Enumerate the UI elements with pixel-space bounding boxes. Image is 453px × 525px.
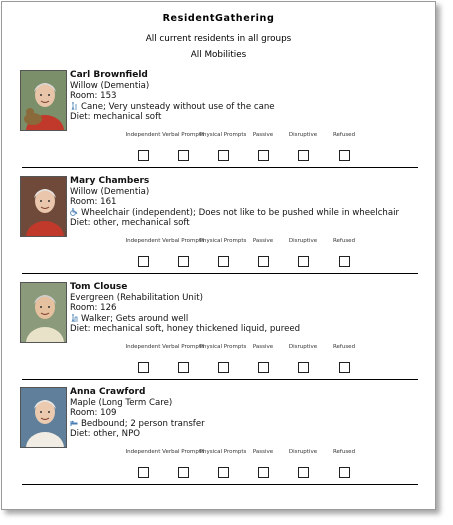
resident-room: Room: 109 xyxy=(70,408,117,419)
response-checkbox[interactable] xyxy=(339,362,350,373)
column-label: Passive xyxy=(252,132,274,138)
resident-mobility xyxy=(70,419,430,430)
response-checkbox[interactable] xyxy=(138,362,149,373)
response-checkbox[interactable] xyxy=(218,256,229,267)
report-subtitle: All current residents in all groups xyxy=(145,34,292,44)
cane-icon xyxy=(70,102,81,112)
column-label: Verbal Prompts xyxy=(162,344,204,350)
response-checkbox[interactable] xyxy=(138,150,149,161)
column-label: Verbal Prompts xyxy=(162,132,204,138)
resident-diet: Diet: mechanical soft, honey thickened liquid, pureed xyxy=(70,324,301,335)
resident-group: Willow (Dementia) xyxy=(70,186,150,197)
response-checkbox[interactable] xyxy=(298,467,309,478)
response-checkbox[interactable] xyxy=(258,150,269,161)
column-label: Physical Prompts xyxy=(199,132,247,138)
resident-group: Evergreen (Rehabilitation Unit) xyxy=(70,292,203,303)
resident-name: Tom Clouse xyxy=(70,282,128,292)
column-label: Physical Prompts xyxy=(199,238,247,244)
response-checkbox[interactable] xyxy=(258,467,269,478)
column-label: Disruptive xyxy=(288,449,318,455)
resident-card xyxy=(2,70,435,176)
column-label: Disruptive xyxy=(288,344,318,350)
section-divider xyxy=(22,484,418,485)
walker-icon xyxy=(70,314,81,324)
resident-card xyxy=(2,387,435,493)
resident-room: Room: 126 xyxy=(70,303,117,314)
resident-room: Room: 153 xyxy=(70,91,117,102)
response-checkbox[interactable] xyxy=(178,256,189,267)
column-label: Refused xyxy=(332,344,356,350)
column-label: Independent xyxy=(125,238,161,244)
response-checkbox[interactable] xyxy=(258,256,269,267)
response-checkbox[interactable] xyxy=(138,256,149,267)
resident-photo xyxy=(20,387,67,448)
response-checkbox[interactable] xyxy=(298,256,309,267)
section-divider xyxy=(22,273,418,274)
response-checkbox[interactable] xyxy=(339,256,350,267)
mobility-text: Walker; Gets around well xyxy=(81,313,189,324)
column-label: Independent xyxy=(125,344,161,350)
resident-card xyxy=(2,282,435,388)
column-label: Passive xyxy=(252,238,274,244)
resident-photo xyxy=(20,176,67,237)
response-checkbox[interactable] xyxy=(218,467,229,478)
response-checkbox[interactable] xyxy=(178,362,189,373)
resident-diet: Diet: other, NPO xyxy=(70,429,141,440)
column-label: Passive xyxy=(252,344,274,350)
column-label: Independent xyxy=(125,449,161,455)
resident-info xyxy=(70,387,430,440)
section-divider xyxy=(22,379,418,380)
response-checkbox[interactable] xyxy=(218,362,229,373)
mobility-text: Wheelchair (independent); Does not like to be pushed while in wheelchair xyxy=(81,207,400,218)
resident-group: Willow (Dementia) xyxy=(70,80,150,91)
column-label: Refused xyxy=(332,449,356,455)
report-title: ResidentGathering xyxy=(162,13,275,24)
response-checkbox[interactable] xyxy=(178,467,189,478)
response-checkbox[interactable] xyxy=(339,150,350,161)
column-label: Disruptive xyxy=(288,132,318,138)
bed-icon xyxy=(70,419,81,429)
mobility-text: Cane; Very unsteady without use of the cane xyxy=(81,101,275,112)
resident-group: Maple (Long Term Care) xyxy=(70,397,173,408)
column-label: Independent xyxy=(125,132,161,138)
column-label: Refused xyxy=(332,132,356,138)
resident-name: Anna Crawford xyxy=(70,387,146,397)
resident-info xyxy=(70,70,430,123)
resident-mobility xyxy=(70,208,430,219)
resident-room: Room: 161 xyxy=(70,197,117,208)
column-label: Verbal Prompts xyxy=(162,238,204,244)
resident-diet: Diet: mechanical soft xyxy=(70,112,162,123)
resident-mobility xyxy=(70,102,430,113)
mobility-filter: All Mobilities xyxy=(190,50,247,60)
resident-photo xyxy=(20,282,67,343)
resident-mobility xyxy=(70,314,430,325)
response-checkbox[interactable] xyxy=(339,467,350,478)
column-label: Physical Prompts xyxy=(199,449,247,455)
column-label: Disruptive xyxy=(288,238,318,244)
report-page xyxy=(1,1,436,510)
resident-info xyxy=(70,282,430,335)
resident-name: Mary Chambers xyxy=(70,176,150,186)
wheelchair-icon xyxy=(70,208,81,218)
response-checkbox[interactable] xyxy=(138,467,149,478)
resident-diet: Diet: other, mechanical soft xyxy=(70,218,190,229)
response-checkbox[interactable] xyxy=(258,362,269,373)
column-label: Verbal Prompts xyxy=(162,449,204,455)
resident-photo xyxy=(20,70,67,131)
section-divider xyxy=(22,167,418,168)
resident-card xyxy=(2,176,435,282)
response-checkbox[interactable] xyxy=(298,362,309,373)
mobility-text: Bedbound; 2 person transfer xyxy=(81,418,205,429)
column-label: Physical Prompts xyxy=(199,344,247,350)
response-checkbox[interactable] xyxy=(218,150,229,161)
resident-name: Carl Brownfield xyxy=(70,70,148,80)
column-label: Passive xyxy=(252,449,274,455)
response-checkbox[interactable] xyxy=(298,150,309,161)
response-checkbox[interactable] xyxy=(178,150,189,161)
column-label: Refused xyxy=(332,238,356,244)
resident-info xyxy=(70,176,430,229)
